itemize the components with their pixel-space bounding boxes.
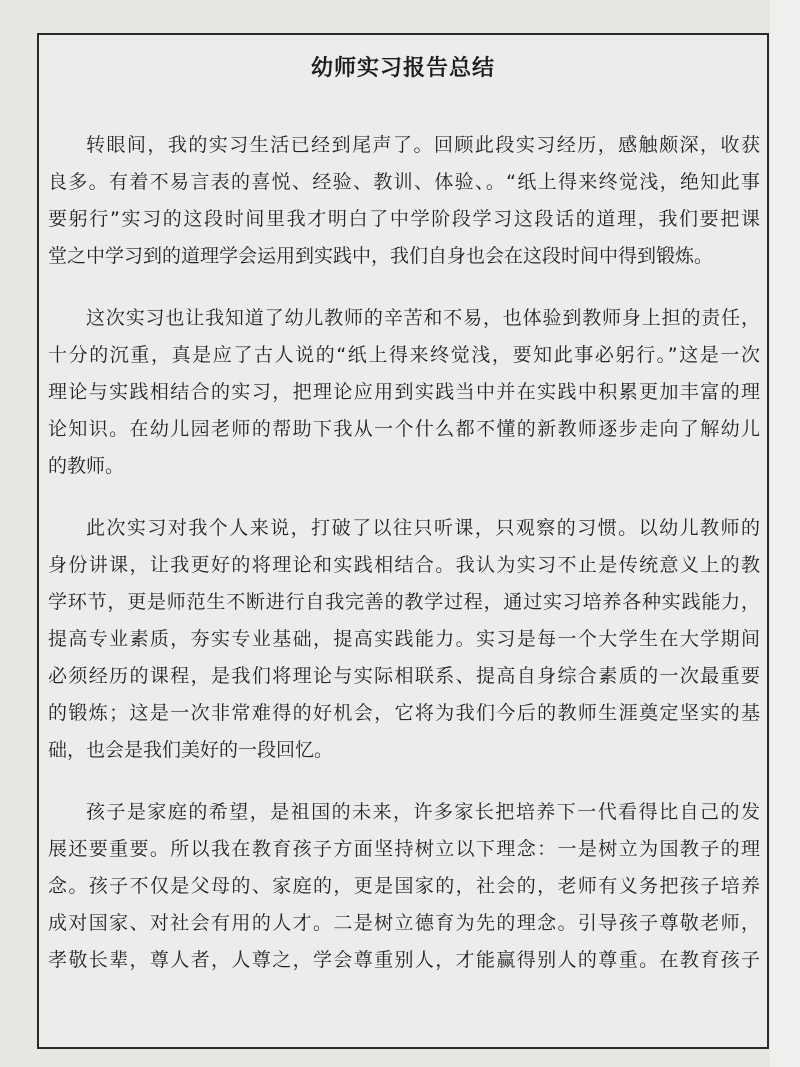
text-line: 展还要重要。所以我在教育孩子方面坚持树立以下理念：一是树立为国教子的理 <box>48 838 760 860</box>
document-body <box>48 127 760 1004</box>
text-line: 学环节，更是师范生不断进行自我完善的教学过程，通过实习培养各种实践能力， <box>48 591 760 613</box>
paragraph <box>48 510 760 769</box>
text-line: 十分的沉重，真是应了古人说的“纸上得来终觉浅，要知此事必躬行。”这是一次 <box>48 344 760 366</box>
text-line: 理论与实践相结合的实习，把理论应用到实践当中并在实践中积累更加丰富的理 <box>48 381 760 403</box>
paragraph <box>48 300 760 485</box>
text-line: 论知识。在幼儿园老师的帮助下我从一个什么都不懂的新教师逐步走向了解幼儿 <box>48 418 760 440</box>
page-edge <box>770 0 800 1067</box>
text-line: 成对国家、对社会有用的人才。二是树立德育为先的理念。引导孩子尊敬老师， <box>48 912 760 934</box>
text-line: 的教师。 <box>48 455 125 477</box>
text-line: 念。孩子不仅是父母的、家庭的，更是国家的，社会的，老师有义务把孩子培养 <box>48 875 760 897</box>
document-page <box>37 33 769 1049</box>
document-title: 幼师实习报告总结 <box>310 56 495 81</box>
text-line: 要躬行”实习的这段时间里我才明白了中学阶段学习这段话的道理，我们要把课 <box>48 208 760 230</box>
text-line: 孩子是家庭的希望，是祖国的未来，许多家长把培养下一代看得比自己的发 <box>86 801 760 823</box>
paragraph <box>48 127 760 275</box>
text-line: 良多。有着不易言表的喜悦、经验、教训、体验、。“纸上得来终觉浅，绝知此事 <box>48 171 760 193</box>
text-line: 身份讲课，让我更好的将理论和实践相结合。我认为实习不止是传统意义上的教 <box>48 554 760 576</box>
text-line: 提高专业素质，夯实专业基础，提高实践能力。实习是每一个大学生在大学期间 <box>48 628 760 650</box>
text-line: 这次实习也让我知道了幼儿教师的辛苦和不易，也体验到教师身上担的责任， <box>86 307 760 329</box>
text-line: 堂之中学习到的道理学会运用到实践中，我们自身也会在这段时间中得到锻炼。 <box>48 245 714 267</box>
text-line: 必须经历的课程，是我们将理论与实际相联系、提高自身综合素质的一次最重要 <box>48 665 760 687</box>
text-line: 此次实习对我个人来说，打破了以往只听课，只观察的习惯。以幼儿教师的 <box>86 517 760 539</box>
paragraph <box>48 794 760 979</box>
text-line: 础，也会是我们美好的一段回忆。 <box>48 739 334 761</box>
text-line: 孝敬长辈，尊人者，人尊之，学会尊重别人，才能赢得别人的尊重。在教育孩子 <box>48 949 760 971</box>
text-line: 转眼间，我的实习生活已经到尾声了。回顾此段实习经历，感触颇深，收获 <box>86 134 760 156</box>
text-line: 的锻炼；这是一次非常难得的好机会，它将为我们今后的教师生涯奠定坚实的基 <box>48 702 760 724</box>
